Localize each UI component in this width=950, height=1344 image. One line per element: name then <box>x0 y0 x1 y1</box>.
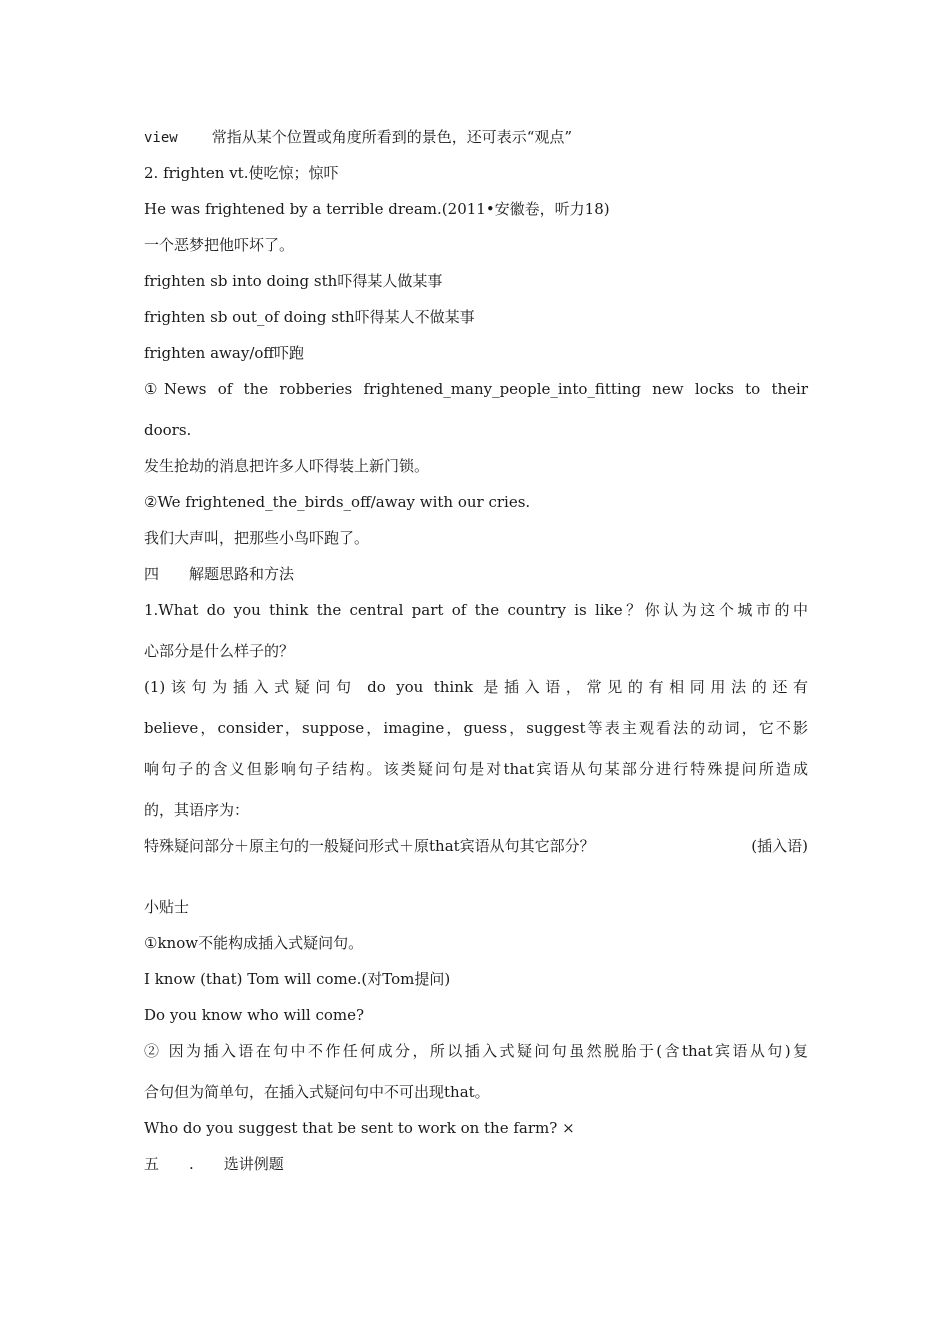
tip-one-question: Do you know who will come? <box>144 1006 365 1024</box>
formula-text: 特殊疑问部分＋原主句的一般疑问形式＋原that宾语从句其它部分？ <box>144 837 595 855</box>
section-number: 五 <box>144 1155 160 1173</box>
example-robberies-cont: doors. <box>144 421 192 439</box>
section-number: 四 <box>144 565 160 583</box>
term-view: view <box>144 130 178 146</box>
example-sentence-dream: He was frightened by a terrible dream.(2011•安徽卷，听力18) <box>144 200 610 218</box>
section-title: 解题思路和方法 <box>189 565 295 583</box>
question-sentence-cont: 心部分是什么样子的？ <box>144 642 295 660</box>
explanation-line-3: 响句子的含义但影响句子结构。该类疑问句是对that宾语从句某部分进行特殊提问所造成 <box>144 760 808 778</box>
tip-one-example: I know (that) Tom will come.(对Tom提问) <box>144 970 451 988</box>
explanation-line-4: 的，其语序为： <box>144 801 250 819</box>
tip-one: ①know不能构成插入式疑问句。 <box>144 934 364 952</box>
explanation-line-1: (1)该句为插入式疑问句 do you think 是插入语，常见的有相同用法的还有 <box>144 678 808 696</box>
explanation-line-2: believe，consider，suppose，imagine，guess，suggest等表主观看法的动词，它不影 <box>144 719 808 737</box>
example-birds: ②We frightened_the_birds_off/away with our cries. <box>144 493 531 511</box>
section-four-heading <box>144 564 808 584</box>
word-order-formula <box>144 836 808 856</box>
formula-note: (插入语) <box>751 837 808 855</box>
line-view <box>144 127 808 148</box>
example-robberies: ①News of the robberies frightened_many_people_into_fitting new locks to their <box>144 380 808 398</box>
section-five-heading <box>144 1154 808 1174</box>
phrase-frighten-into: frighten sb into doing sth吓得某人做某事 <box>144 272 443 290</box>
heading-frighten: 2. frighten vt.使吃惊；惊吓 <box>144 164 339 182</box>
section-title: 选讲例题 <box>223 1155 284 1173</box>
translation-robberies: 发生抢劫的消息把许多人吓得装上新门锁。 <box>144 457 430 475</box>
question-sentence: 1.What do you think the central part of the country is like？你认为这个城市的中 <box>144 601 808 619</box>
wrong-example: Who do you suggest that be sent to work on the farm? × <box>144 1119 575 1137</box>
tip-two-cont: 合句但为简单句，在插入式疑问句中不可出现that。 <box>144 1083 490 1101</box>
section-dot: . <box>189 1155 194 1173</box>
tip-two: ② 因为插入语在句中不作任何成分，所以插入式疑问句虽然脱胎于(含that宾语从句)复 <box>144 1042 808 1060</box>
phrase-frighten-away: frighten away/off吓跑 <box>144 344 305 362</box>
translation-dream: 一个恶梦把他吓坏了。 <box>144 236 295 254</box>
phrase-frighten-out-of: frighten sb out_of doing sth吓得某人不做某事 <box>144 308 475 326</box>
view-definition: 常指从某个位置或角度所看到的景色，还可表示“观点” <box>211 128 573 146</box>
tips-heading: 小贴士 <box>144 898 190 916</box>
translation-birds: 我们大声叫，把那些小鸟吓跑了。 <box>144 529 370 547</box>
